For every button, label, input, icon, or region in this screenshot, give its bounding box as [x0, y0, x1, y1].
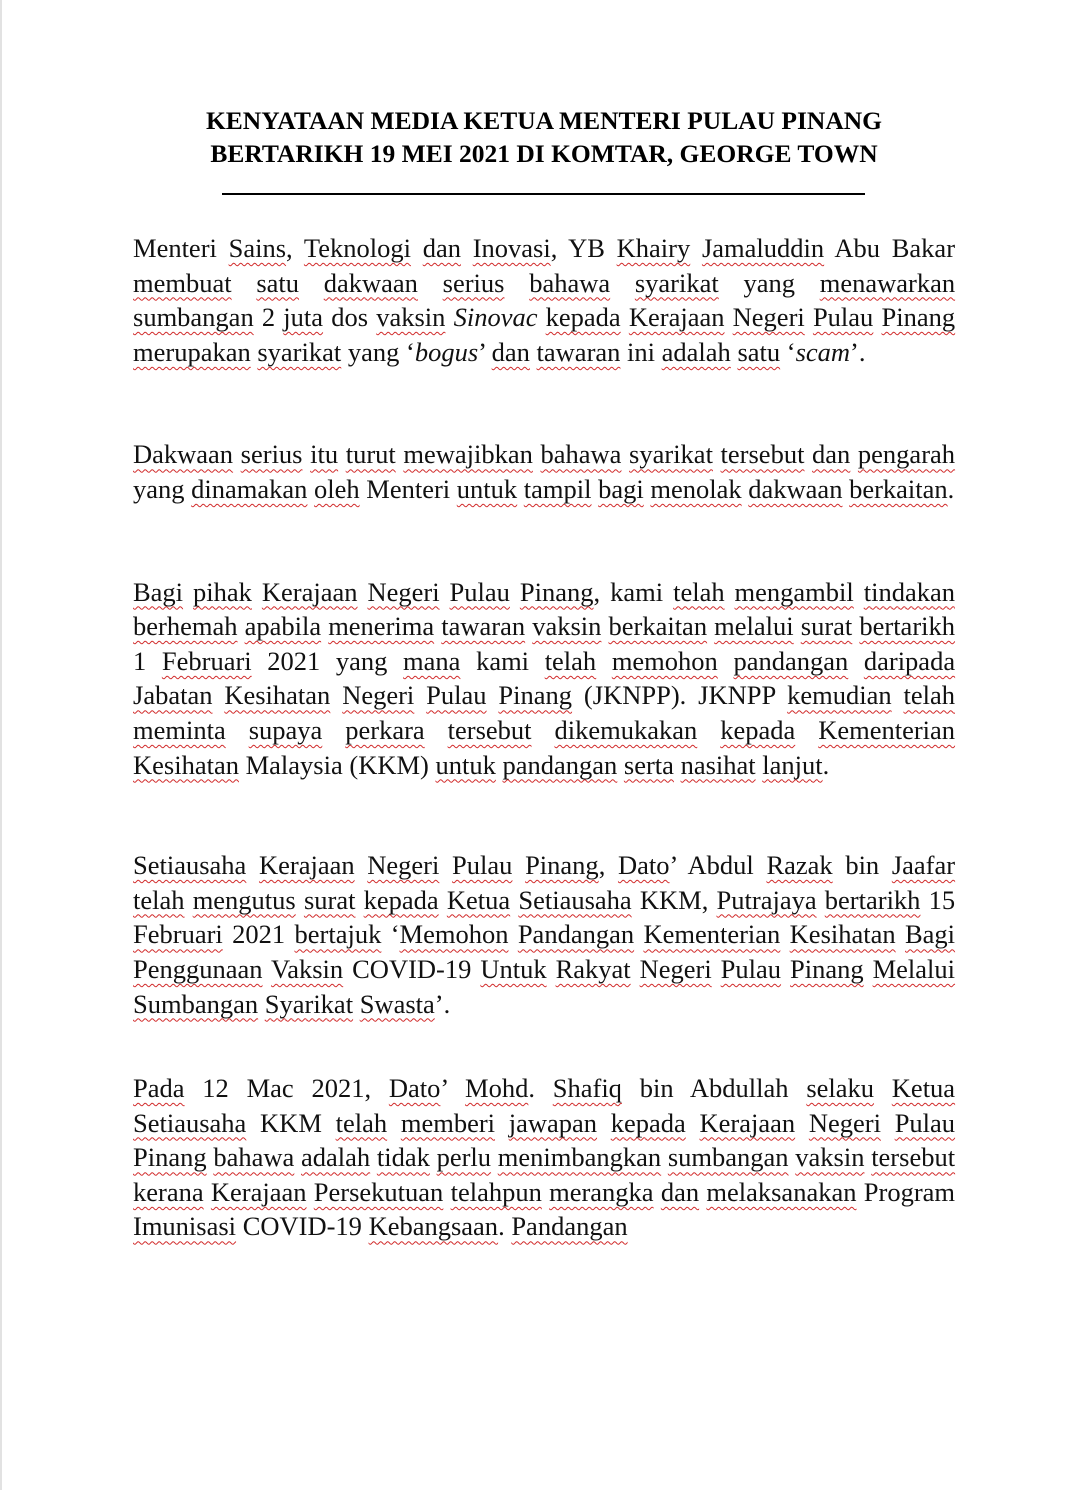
- paragraph-2: Dakwaan serius itu turut mewajibkan bahawa syarikat tersebut dan pengarah yang dinamakan oleh Menteri untuk tampil bagi menolak dakwaan berkaitan.: [133, 439, 956, 504]
- paragraph-4: Setiausaha Kerajaan Negeri Pulau Pinang, Dato’ Abdul Razak bin Jaafar telah mengutus surat kepada Ketua Setiausaha KKM, Putrajaya bertarikh 15 Februari 2021 bertajuk ‘Memohon Pandangan Kementerian Kesihatan Bagi Penggunaan Vaksin COVID-19 Untuk Rakyat Negeri Pulau Pinang Melalui Sumbangan Syarikat Swasta’.: [133, 850, 956, 1019]
- paragraph-3: Bagi pihak Kerajaan Negeri Pulau Pinang, kami telah mengambil tindakan berhemah apabila menerima tawaran vaksin berkaitan melalui surat bertarikh 1 Februari 2021 yang mana kami telah memohon pandangan daripada Jabatan Kesihatan Negeri Pulau Pinang (JKNPP). JKNPP kemudian telah meminta supaya perkara tersebut dikemukakan kepada Kementerian Kesihatan Malaysia (KKM) untuk pandangan serta nasihat lanjut.: [133, 576, 956, 780]
- italic-term: bogus: [414, 336, 479, 367]
- document-body: [133, 231, 955, 1312]
- paragraph-1: Menteri Sains, Teknologi dan Inovasi, YB Khairy Jamaluddin Abu Bakar membuat satu dakwaan serius bahawa syarikat yang menawarkan sumbangan 2 juta dos vaksin Sinovac kepada Kerajaan Negeri Pulau Pinang merupakan syarikat yang ‘bogus’ dan tawaran ini adalah satu ‘scam’.: [133, 233, 956, 367]
- italic-term: scam: [795, 336, 851, 367]
- paragraph-5: Pada 12 Mac 2021, Dato’ Mohd. Shafiq bin Abdullah selaku Ketua Setiausaha KKM telah memberi jawapan kepada Kerajaan Negeri Pulau Pinang bahawa adalah tidak perlu menimbangkan sumbangan vaksin tersebut kerana Kerajaan Persekutuan telahpun merangka dan melaksanakan Program Imunisasi COVID-19 Kebangsaan. Pandangan: [133, 1073, 956, 1242]
- italic-term: Sinovac: [453, 302, 538, 333]
- title-line-2: BERTARIKH 19 MEI 2021 DI KOMTAR, GEORGE TOWN: [210, 139, 878, 168]
- title-line-1: KENYATAAN MEDIA KETUA MENTERI PULAU PINANG: [205, 106, 883, 135]
- title-divider: [222, 193, 865, 195]
- document-title: [132, 104, 956, 170]
